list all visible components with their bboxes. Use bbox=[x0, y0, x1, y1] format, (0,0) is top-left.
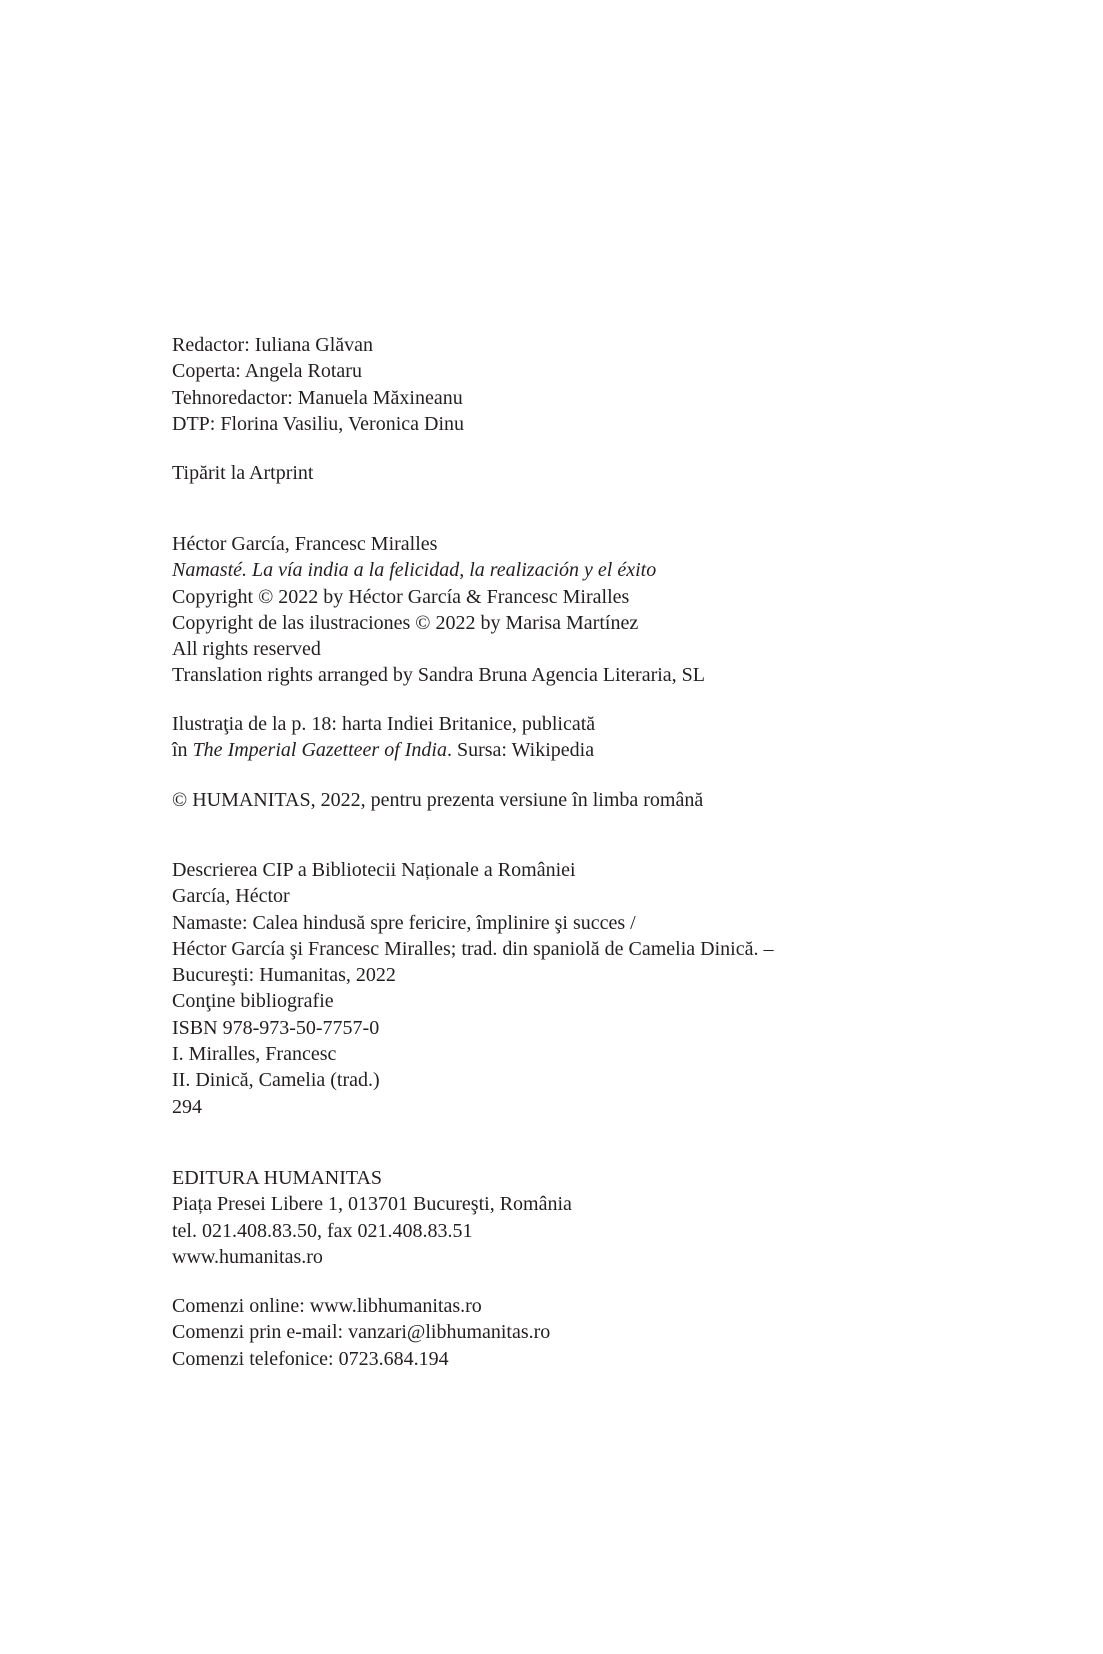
illustration-suffix: . Sursa: Wikipedia bbox=[446, 739, 595, 762]
orders-email: Comenzi prin e-mail: vanzari@libhumanitas.ro bbox=[172, 1321, 551, 1344]
illustration-source-title: The Imperial Gazetteer of India bbox=[192, 739, 447, 762]
orders-online: Comenzi online: www.libhumanitas.ro bbox=[172, 1295, 482, 1317]
printer-line: Tipărit la Artprint bbox=[172, 462, 314, 484]
illustration-credit-block bbox=[172, 711, 595, 764]
illustration-line-2 bbox=[172, 737, 595, 763]
original-authors: Héctor García, Francesc Miralles bbox=[172, 533, 438, 555]
cip-block bbox=[172, 857, 773, 1120]
romanian-copyright-block bbox=[172, 787, 703, 813]
original-title: Namasté. La vía india a la felicidad, la realización y el éxito bbox=[172, 559, 657, 582]
publisher-phone: tel. 021.408.83.50, fax 021.408.83.51 bbox=[172, 1219, 473, 1242]
illustration-line-1: Ilustraţia de la p. 18: harta Indiei Britanice, publicată bbox=[172, 713, 596, 735]
rights-reserved: All rights reserved bbox=[172, 638, 321, 661]
cip-line: Héctor García şi Francesc Miralles; trad. din spaniolă de Camelia Dinică. – bbox=[172, 937, 774, 960]
original-edition-block bbox=[172, 531, 705, 689]
cip-line: Conţine bibliografie bbox=[172, 990, 334, 1013]
romanian-copyright: © HUMANITAS, 2022, pentru prezenta versiune în limba română bbox=[172, 789, 704, 811]
publisher-address: Piața Presei Libere 1, 013701 Bucureşti, România bbox=[172, 1193, 572, 1216]
orders-block bbox=[172, 1293, 550, 1372]
cip-line: García, Héctor bbox=[172, 885, 290, 908]
cip-line: I. Miralles, Francesc bbox=[172, 1043, 337, 1066]
credit-dtp: DTP: Florina Vasiliu, Veronica Dinu bbox=[172, 412, 465, 435]
credit-technical-editor: Tehnoredactor: Manuela Măxineanu bbox=[172, 386, 463, 409]
publisher-block bbox=[172, 1165, 572, 1270]
illustration-prefix: în bbox=[172, 739, 193, 762]
cip-line: Bucureşti: Humanitas, 2022 bbox=[172, 964, 396, 987]
printer-block bbox=[172, 460, 313, 486]
cip-line: II. Dinică, Camelia (trad.) bbox=[172, 1069, 380, 1092]
original-copyright: Copyright © 2022 by Héctor García & Francesc Miralles bbox=[172, 585, 630, 608]
orders-phone: Comenzi telefonice: 0723.684.194 bbox=[172, 1347, 449, 1370]
publisher-name: EDITURA HUMANITAS bbox=[172, 1167, 383, 1189]
cip-isbn: ISBN 978-973-50-7757-0 bbox=[172, 1016, 380, 1039]
credits-block bbox=[172, 332, 464, 437]
cip-line: 294 bbox=[172, 1095, 202, 1118]
credit-cover: Coperta: Angela Rotaru bbox=[172, 360, 362, 383]
illustrations-copyright: Copyright de las ilustraciones © 2022 by Marisa Martínez bbox=[172, 611, 639, 634]
credit-editor: Redactor: Iuliana Glăvan bbox=[172, 334, 374, 356]
publisher-website: www.humanitas.ro bbox=[172, 1245, 323, 1268]
cip-line: Descrierea CIP a Bibliotecii Naționale a României bbox=[172, 859, 576, 881]
translation-rights: Translation rights arranged by Sandra Bruna Agencia Literaria, SL bbox=[172, 664, 706, 687]
cip-line: Namaste: Calea hindusă spre fericire, împlinire şi succes / bbox=[172, 911, 636, 934]
